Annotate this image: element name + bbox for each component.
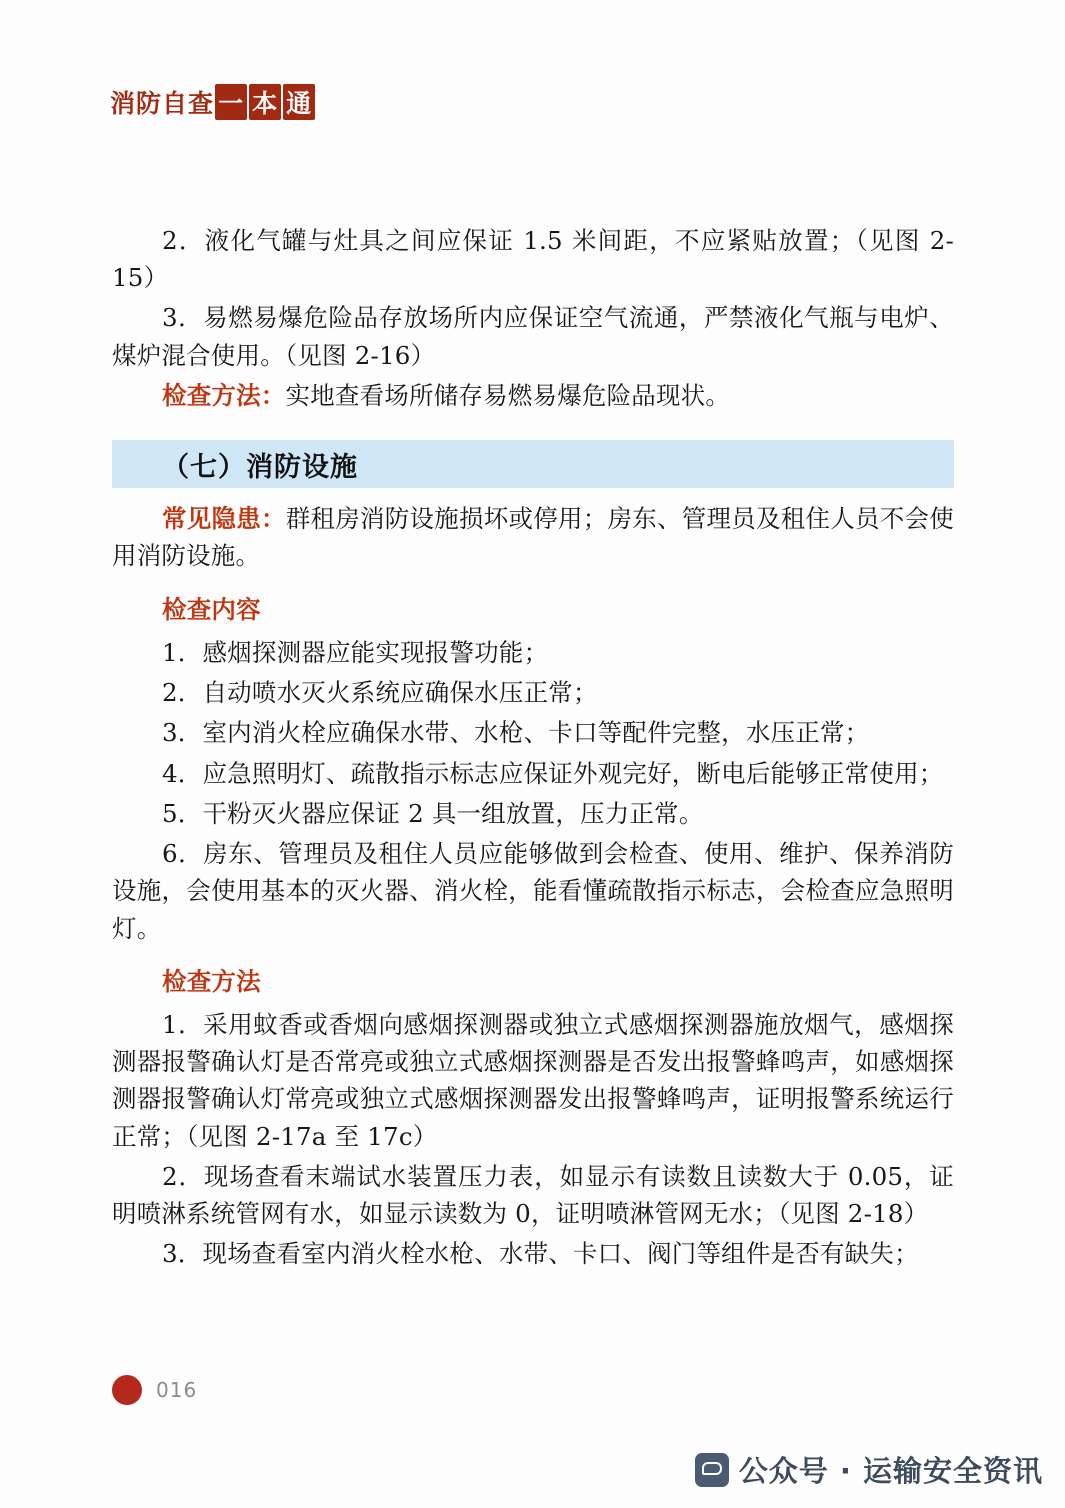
list-item: 1．感烟探测器应能实现报警功能； xyxy=(162,637,549,667)
inspection-method-text: 实地查看场所储存易燃易爆危险品现状。 xyxy=(285,380,731,410)
logo-char-2: 防 xyxy=(136,89,163,118)
common-hazard-text: 群租房消防设施损坏或停用；房东、管理员及租住人员不会使用消防设施。 xyxy=(112,504,954,571)
page-number: 016 xyxy=(156,1378,198,1402)
inspection-method-label: 检查方法： xyxy=(162,380,286,410)
watermark-text: 公众号 · 运输安全资讯 xyxy=(738,1454,1043,1488)
footer-dot-decoration xyxy=(112,1375,142,1405)
logo-title xyxy=(110,82,316,122)
watermark xyxy=(695,1449,1043,1490)
common-hazard-paragraph xyxy=(112,500,954,574)
wechat-icon xyxy=(695,1453,729,1487)
inspection-method-heading: 检查方法 xyxy=(162,966,261,996)
list-item: 2．液化气罐与灶具之间应保证 1.5 米间距，不应紧贴放置；（见图 2-15） xyxy=(112,226,954,293)
logo-char-5: 一 xyxy=(215,84,247,120)
list-item: 3．室内消火栓应确保水带、水枪、卡口等配件完整，水压正常； xyxy=(162,718,870,748)
list-item: 3．易燃易爆危险品存放场所内应保证空气流通，严禁液化气瓶与电炉、煤炉混合使用。（见图 2-16） xyxy=(112,303,954,370)
logo-char-7: 通 xyxy=(283,84,315,120)
list-item: 5．干粉灭火器应保证 2 具一组放置，压力正常。 xyxy=(162,798,704,828)
section-heading-banner xyxy=(112,440,954,488)
page-content xyxy=(112,222,954,1276)
list-item: 3．现场查看室内消火栓水枪、水带、卡口、阀门等组件是否有缺失； xyxy=(162,1239,919,1269)
list-item: 6．房东、管理员及租住人员应能够做到会检查、使用、维护、保养消防设施，会使用基本的灭火器、消火栓，能看懂疏散指示标志，会检查应急照明灯。 xyxy=(112,839,954,943)
list-item: 4．应急照明灯、疏散指示标志应保证外观完好，断电后能够正常使用； xyxy=(162,758,944,788)
logo-char-1: 消 xyxy=(110,89,137,118)
logo-char-3: 自 xyxy=(162,89,189,118)
book-header-logo xyxy=(110,82,316,122)
inspection-content-heading: 检查内容 xyxy=(162,594,261,624)
page-footer xyxy=(112,1375,197,1405)
common-hazard-label: 常见隐患： xyxy=(162,504,286,534)
inspection-method-paragraph xyxy=(112,377,954,414)
logo-char-6: 本 xyxy=(249,84,281,120)
list-item: 2．自动喷水灭火系统应确保水压正常； xyxy=(162,678,598,708)
list-item: 2．现场查看末端试水装置压力表，如显示有读数且读数大于 0.05，证明喷淋系统管网有水，如显示读数为 0，证明喷淋管网无水；（见图 2-18） xyxy=(112,1161,954,1229)
list-item: 1．采用蚊香或香烟向感烟探测器或独立式感烟探测器施放烟气，感烟探测器报警确认灯是否常亮或独立式感烟探测器是否发出报警蜂鸣声，如感烟探测器报警确认灯常亮或独立式感烟探测器发出报警蜂鸣声，证明报警系统运行正常；（见图 2-17a 至 17c） xyxy=(112,1009,954,1151)
logo-char-4: 查 xyxy=(188,89,215,118)
section-title: （七）消防设施 xyxy=(162,451,358,483)
